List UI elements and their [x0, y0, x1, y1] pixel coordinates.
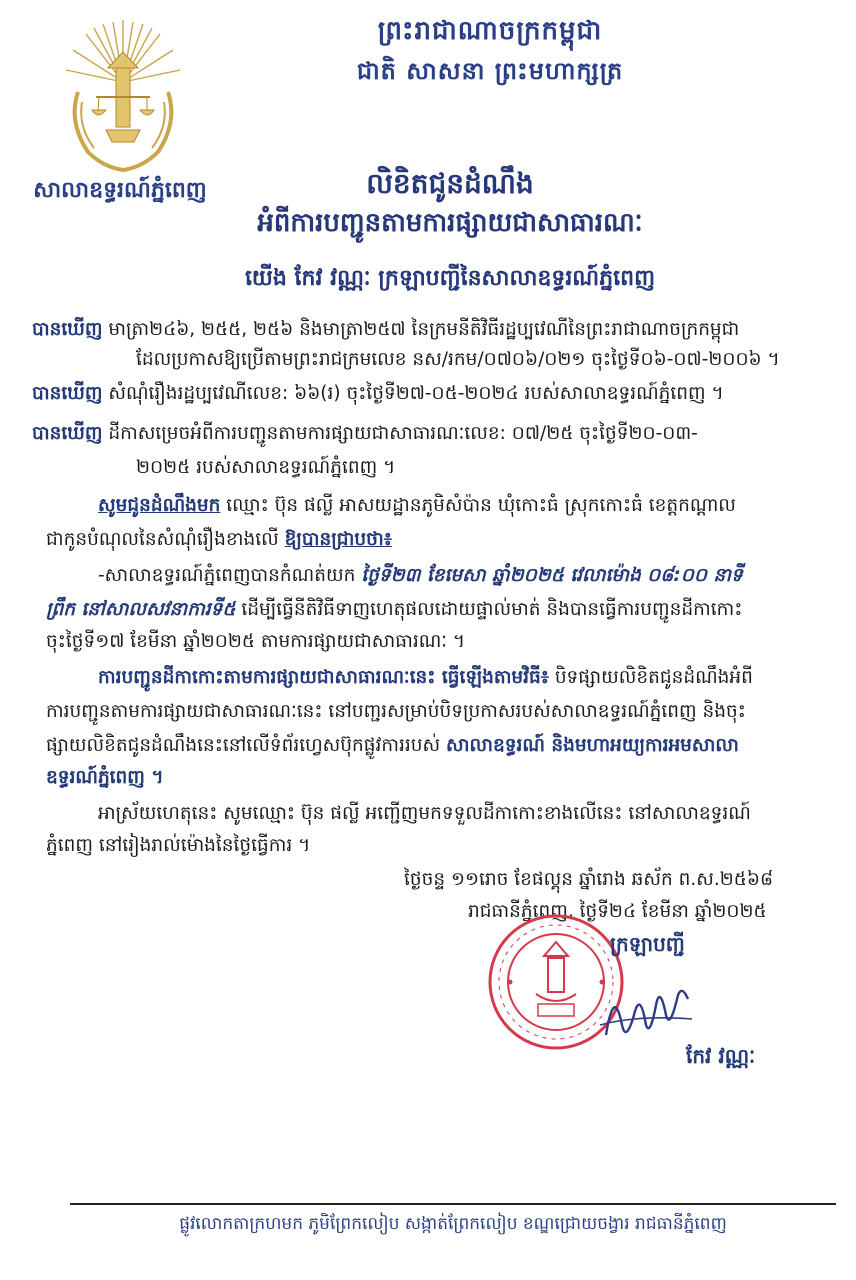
- document-title: លិខិតជូនដំណឹង: [366, 167, 534, 200]
- court-name: សាលាឧទ្ធរណ៍ភ្នំពេញ: [33, 178, 207, 203]
- method-lead: ការបញ្ជូនដីកាកោះតាមការផ្សាយជាសាធារណៈនេះ ធ្វើឡើងតាមវិធី៖: [98, 667, 549, 688]
- lunar-date: ថ្ងៃចន្ទ ១១រោច ខែផល្គុន ឆ្នាំរោង ឆស័ក ព.ស.២៥៦៨: [404, 869, 774, 890]
- paragraph-6-line3: [46, 732, 739, 760]
- paragraph-4-cont-text: ជាកូនបំណុលនៃសំណុំរឿងខាងលើ: [46, 529, 279, 550]
- paragraph-7-cont: ភ្នំពេញ នៅរៀងរាល់ម៉ោងនៃថ្ងៃធ្វើការ ។: [46, 835, 311, 856]
- notice-lead: សូមជូនដំណឹងមក: [98, 495, 221, 516]
- paragraph-5: [98, 562, 743, 590]
- paragraph-6-line3-a: ផ្សាយលិខិតជូនដំណឹងនេះនៅលើទំព័រហ្វេសប៊ុកផ្លូវការរបស់: [46, 735, 441, 756]
- paragraph-1: [32, 316, 739, 344]
- court-emblem-icon: [48, 12, 198, 177]
- issuer-line: យើង កែវ វណ្ណៈ ក្រឡាបញ្ជីនៃសាលាឧទ្ធរណ៍ភ្នំពេញ: [244, 266, 656, 291]
- paragraph-4-cont: [46, 526, 392, 554]
- paragraph-7: អាស្រ័យហេតុនេះ សូមឈ្មោះ ប៊ុន ផល្លី អញ្ជើញមកទទួលដីកាកោះខាងលើនេះ នៅសាលាឧទ្ធរណ៍: [98, 803, 751, 824]
- solar-date: រាជធានីភ្នំពេញ, ថ្ងៃទី២៤ ខែមីនា ឆ្នាំ២០២៥: [468, 901, 767, 922]
- paragraph-5-line2: [46, 596, 742, 624]
- signatory-name: កែវ វណ្ណៈ: [686, 1044, 756, 1068]
- paragraph-3: [32, 420, 698, 448]
- footer-address: ផ្លូវលោកតាក្រហមក ភូមិព្រែកលៀប សង្កាត់ព្រែកលៀប ខណ្ឌជ្រោយចង្វារ រាជធានីភ្នំពេញ: [179, 1214, 727, 1234]
- hearing-date: ថ្ងៃទី២៣ ខែមេសា ឆ្នាំ២០២៥ វេលាម៉ោង ០៨:០០ នាទី: [361, 565, 743, 586]
- signature-icon: [596, 975, 696, 1045]
- paragraph-3-text: ដីកាសម្រេចអំពីការបញ្ជូនតាមការផ្សាយជាសាធារណៈលេខ: ០៧/២៥ ចុះថ្ងៃទី២០-០៣-: [108, 423, 698, 444]
- seen-label: បានឃើញ: [32, 319, 103, 340]
- paragraph-5-text: ដើម្បីធ្វើនីតិវិធីទាញហេតុផលដោយផ្ទាល់មាត់ និងបានធ្វើការបញ្ជូនដីកាកោះ: [241, 599, 743, 620]
- paragraph-6-line4: ឧទ្ធរណ៍ភ្នំពេញ ។: [46, 767, 164, 788]
- national-motto: ជាតិ សាសនា ព្រះមហាក្សត្រ: [356, 57, 624, 85]
- paragraph-5-cont: ចុះថ្ងៃទី១៧ ខែមីនា ឆ្នាំ២០២៥ តាមការផ្សាយជាសាធារណៈ ។: [46, 631, 466, 652]
- signatory-role: ក្រឡាបញ្ជី: [610, 932, 685, 956]
- seen-label: បានឃើញ: [32, 423, 103, 444]
- paragraph-1-text: មាត្រា២៤៦, ២៥៥, ២៥៦ និងមាត្រា២៥៧ នៃក្រមនីតិវិធីរដ្ឋប្បវេណីនៃព្រះរាជាណាចក្រកម្ពុជា: [108, 319, 740, 340]
- paragraph-6-line2: ការបញ្ជូនតាមការផ្សាយជាសាធារណៈនេះ នៅបញ្ជរសម្រាប់បិទប្រកាសរបស់សាលាឧទ្ធរណ៍ភ្នំពេញ និងចុះ: [46, 701, 746, 722]
- paragraph-2-text: សំណុំរឿងរដ្ឋប្បវេណីលេខ: ៦៦(រ) ចុះថ្ងៃទី២៧-០៥-២០២៤ របស់សាលាឧទ្ធរណ៍ភ្នំពេញ ។: [108, 383, 724, 404]
- paragraph-6-text: បិទផ្សាយលិខិតជូនដំណឹងអំពី: [554, 667, 753, 688]
- paragraph-1-cont: ដែលប្រកាសឱ្យប្រើតាមព្រះរាជក្រមលេខ នស/រកម/០៧០៦/០២១ ចុះថ្ងៃទី០៦-០៧-២០០៦ ។: [136, 349, 780, 370]
- footer-divider: [70, 1203, 836, 1205]
- paragraph-2: [32, 380, 724, 408]
- paragraph-6: [98, 664, 753, 692]
- paragraph-4-text: ឈ្មោះ ប៊ុន ផល្លី អាសយដ្ឋានភូមិសំប៉ាន ឃុំកោះធំ ស្រុកកោះធំ ខេត្តកណ្ដាល: [226, 495, 736, 516]
- paragraph-3-cont: ២០២៥ របស់សាលាឧទ្ធរណ៍ភ្នំពេញ ។: [136, 457, 396, 478]
- paragraph-5-start: -សាលាឧទ្ធរណ៍ភ្នំពេញបានកំណត់យក: [98, 565, 356, 586]
- paragraph-6-line3-b: សាលាឧទ្ធរណ៍ និងមហាអយ្យការអមសាលា: [446, 735, 739, 756]
- seen-label: បានឃើញ: [32, 383, 103, 404]
- paragraph-4: [98, 492, 736, 520]
- notice-end: ឱ្យបានជ្រាបថា៖: [284, 529, 392, 550]
- kingdom-header: ព្រះរាជាណាចក្រកម្ពុជា: [377, 16, 603, 46]
- hearing-room: ព្រឹក នៅសាលសវនាការទី៥: [46, 599, 236, 620]
- document-subtitle: អំពីការបញ្ជូនតាមការផ្សាយជាសាធារណៈ: [257, 208, 643, 238]
